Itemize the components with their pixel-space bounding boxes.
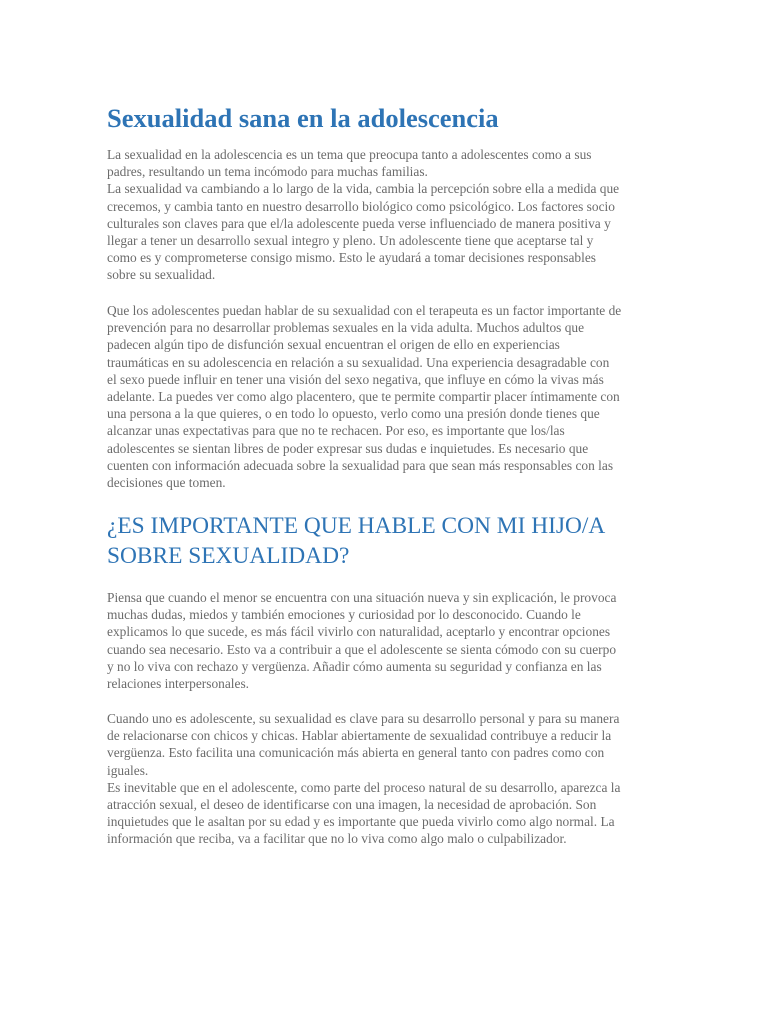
text-line: de relacionarse con chicos y chicas. Hablar abiertamente de sexualidad contribuye a reducir la xyxy=(107,728,612,744)
text-line: cuando sea necesario. Esto va a contribuir a que el adolescente se sienta cómodo con su cuerpo xyxy=(107,641,617,657)
text-line: adolescentes se sientan libres de poder expresar sus dudas e inquietudes. Es necesario que xyxy=(107,440,589,456)
paragraph-therapist xyxy=(107,302,663,491)
text-line: Piensa que cuando el menor se encuentra con una situación nueva y sin explicación, le provoca xyxy=(107,590,617,605)
section-heading xyxy=(107,511,605,571)
text-line: iguales. xyxy=(107,762,149,778)
text-line: padecen algún tipo de disfunción sexual encuentran el origen de ello en experiencias xyxy=(107,337,560,353)
intro-paragraph xyxy=(107,146,663,284)
text-line: llegar a tener un desarrollo sexual integro y pleno. Un adolescente tiene que aceptarse tal y xyxy=(107,233,594,249)
text-line: sobre su sexualidad. xyxy=(107,267,216,283)
text-line: Que los adolescentes puedan hablar de su sexualidad con el terapeuta es un factor importante de xyxy=(107,303,622,318)
text-line: inquietudes que le asaltan por su edad y es importante que pueda vivirlo como algo normal. La xyxy=(107,814,615,830)
paragraph-explanation xyxy=(107,589,663,692)
text-line: Es inevitable que en el adolescente, como parte del proceso natural de su desarrollo, aparezca la xyxy=(107,779,621,795)
text-line: y no lo viva con rechazo y vergüenza. Añadir cómo aumenta su seguridad y confianza en las xyxy=(107,658,602,674)
document-page xyxy=(107,0,663,1024)
text-line: Cuando uno es adolescente, su sexualidad es clave para su desarrollo personal y para su manera xyxy=(107,711,620,726)
text-line: La sexualidad va cambiando a lo largo de la vida, cambia la percepción sobre ella a medida que xyxy=(107,181,620,197)
text-line: traumáticas en su adolescencia en relación a su sexualidad. Una experiencia desagradable con xyxy=(107,354,610,370)
text-line: información que reciba, va a facilitar que no lo viva como algo malo o culpabilizador. xyxy=(107,831,567,847)
text-line: una persona a la que quieres, o en todo lo opuesto, verlo como una presión donde tienes que xyxy=(107,406,600,422)
text-line: crecemos, y cambia tanto en nuestro desarrollo biológico como psicológico. Los factores socio xyxy=(107,198,615,214)
text-line: La sexualidad en la adolescencia es un tema que preocupa tanto a adolescentes como a sus xyxy=(107,147,592,162)
text-line: como es y comprometerse consigo mismo. Esto le ayudará a tomar decisiones responsables xyxy=(107,250,597,266)
text-line: alcanzar unas expectativas para que no te rechacen. Por eso, es importante que los/las xyxy=(107,423,565,439)
text-line: el sexo puede influir en tener una visión del sexo negativa, que influye en cómo la vivas más xyxy=(107,371,604,387)
text-line: adelante. La puedes ver como algo placentero, que te permite compartir placer íntimamente con xyxy=(107,389,620,405)
document-title: Sexualidad sana en la adolescencia xyxy=(107,103,499,133)
text-line: culturales son claves para que el/la adolescente pueda verse influenciado de manera positiva y xyxy=(107,215,611,231)
text-line: muchas dudas, miedos y también emociones y curiosidad por lo desconocido. Cuando le xyxy=(107,607,581,623)
text-line: prevención para no desarrollar problemas sexuales en la vida adulta. Muchos adultos que xyxy=(107,320,585,336)
heading-line: SOBRE SEXUALIDAD? xyxy=(107,543,350,569)
text-line: vergüenza. Esto facilita una comunicación más abierta en general tanto con padres como con xyxy=(107,745,605,761)
text-line: relaciones interpersonales. xyxy=(107,676,250,692)
text-line: explicamos lo que sucede, es más fácil vivirlo con naturalidad, aceptarlo y encontrar opciones xyxy=(107,624,611,640)
text-line: atracción sexual, el deseo de identificarse con una imagen, la necesidad de aprobación. Son xyxy=(107,797,597,813)
text-line: decisiones que tomen. xyxy=(107,475,226,491)
paragraph-development xyxy=(107,710,663,848)
heading-line: ¿ES IMPORTANTE QUE HABLE CON MI HIJO/A xyxy=(107,513,606,539)
text-line: cuenten con información adecuada sobre la sexualidad para que sean más responsables con las xyxy=(107,457,614,473)
text-line: padres, resultando un tema incómodo para muchas familias. xyxy=(107,164,428,180)
